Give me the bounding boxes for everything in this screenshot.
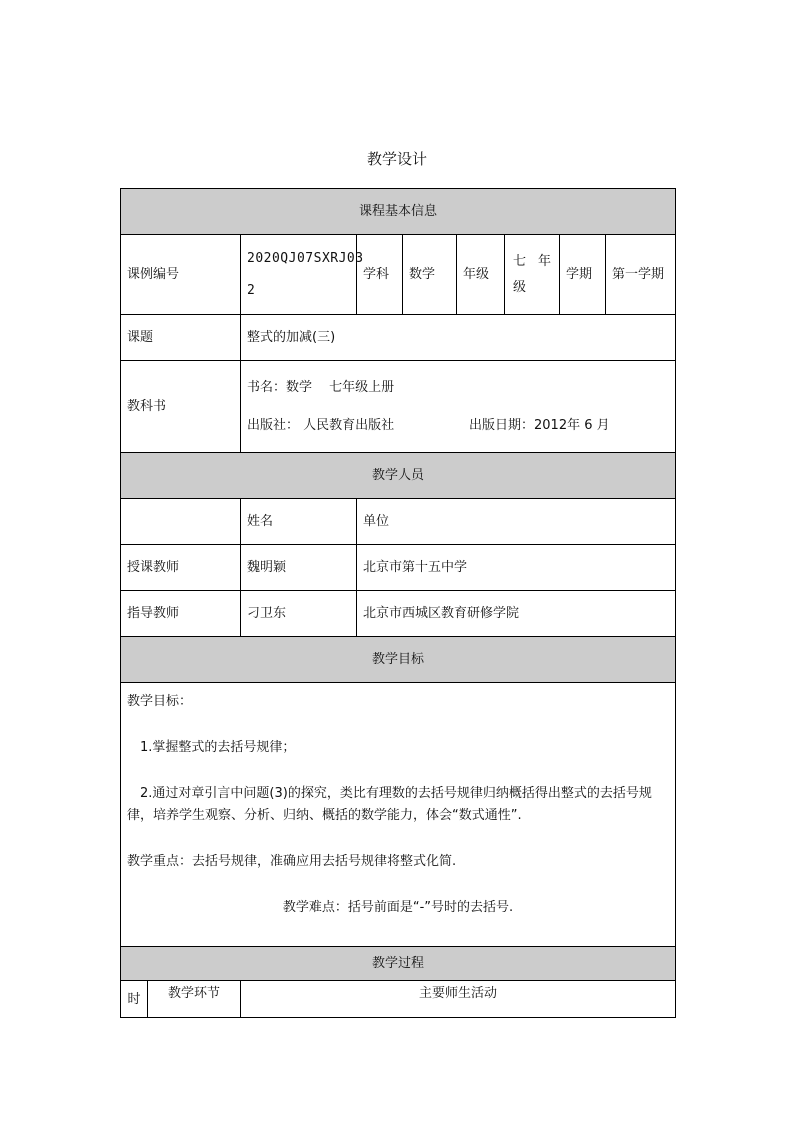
publisher: 出版社： 人民教育出版社 <box>247 417 395 433</box>
staff-unit: 北京市西城区教育研修学院 <box>357 591 676 637</box>
process-col-stage: 教学环节 <box>148 981 241 1017</box>
lesson-design-table <box>120 188 676 1018</box>
topic-value: 整式的加减(三) <box>241 315 676 361</box>
staff-row-lecturer <box>121 545 676 591</box>
topic-label: 课题 <box>121 315 241 361</box>
staff-corner-cell <box>121 499 241 545</box>
case-number-label: 课例编号 <box>121 235 241 315</box>
staff-col-unit: 单位 <box>357 499 676 545</box>
grade-value-char3: 级 <box>513 279 527 295</box>
grade-label: 年级 <box>457 235 505 315</box>
term-value: 第一学期 <box>606 235 676 315</box>
difficulty: 教学难点：括号前面是“-”号时的去括号. <box>282 900 514 915</box>
goal-item-1: 1.掌握整式的去括号规律； <box>140 740 296 755</box>
case-number-line2: 2 <box>247 282 256 298</box>
staff-row-advisor <box>121 591 676 637</box>
staff-unit: 北京市第十五中学 <box>357 545 676 591</box>
basic-info-header: 课程基本信息 <box>121 189 676 235</box>
staff-col-name: 姓名 <box>241 499 357 545</box>
staff-name: 刁卫东 <box>241 591 357 637</box>
staff-role: 授课教师 <box>121 545 241 591</box>
grade-value <box>505 235 560 315</box>
goals-intro: 教学目标： <box>127 694 193 709</box>
document-title: 教学设计 <box>366 150 427 168</box>
publish-date: 出版日期：2012年 6 月 <box>469 417 610 433</box>
textbook-label: 教科书 <box>121 361 241 453</box>
process-col-activity: 主要师生活动 <box>419 986 498 1001</box>
textbook-details <box>241 361 676 453</box>
grade-value-char1: 七 <box>513 253 527 269</box>
subject-label: 学科 <box>357 235 403 315</box>
term-label: 学期 <box>560 235 606 315</box>
goals-content <box>121 683 676 947</box>
staff-header: 教学人员 <box>121 453 676 499</box>
goals-header: 教学目标 <box>121 637 676 683</box>
staff-role: 指导教师 <box>121 591 241 637</box>
subject-value: 数学 <box>403 235 457 315</box>
process-header: 教学过程 <box>121 947 676 981</box>
book-name: 书名：数学 七年级上册 <box>247 379 395 395</box>
key-point: 教学重点：去括号规律，准确应用去括号规律将整式化简. <box>127 854 457 869</box>
case-number-value <box>241 235 364 315</box>
goal-item-2: 2.通过对章引言中问题(3)的探究，类比有理数的去括号规律归纳概括得出整式的去括号规律，培养学生观察、分析、归纳、概括的数学能力，体会“数式通性”. <box>127 786 652 823</box>
case-number-line1: 2020QJ07SXRJ03 <box>247 250 364 266</box>
process-columns-cell <box>121 981 676 1018</box>
grade-value-char2: 年 <box>537 253 551 269</box>
staff-name: 魏明颖 <box>241 545 357 591</box>
process-col-time: 时 <box>121 981 148 1017</box>
